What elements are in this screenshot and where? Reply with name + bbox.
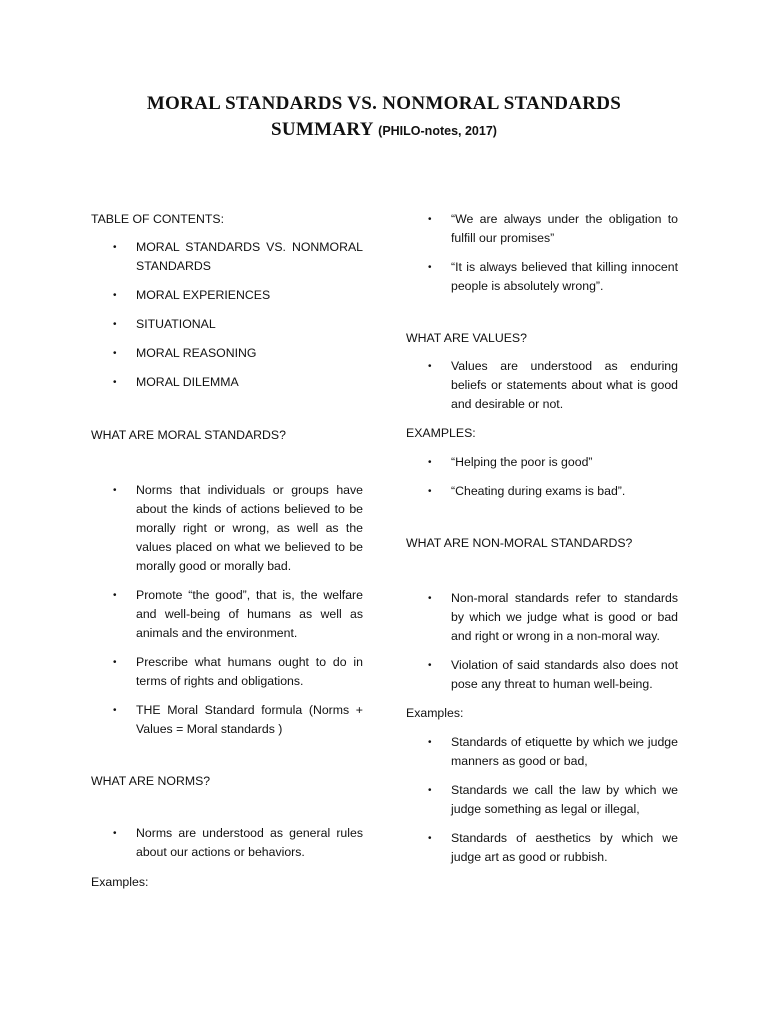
list-item: • Norms that individuals or groups have about the kinds of actions believed to be morally right or wrong, as well as the values placed on what we believed to be morally good or morally bad. <box>91 481 363 576</box>
list-item: • “It is always believed that killing innocent people is absolutely wrong”. <box>406 258 678 296</box>
toc-item: • MORAL REASONING <box>91 344 363 363</box>
values-examples-list <box>406 453 678 501</box>
toc-heading: TABLE OF CONTENTS: <box>91 212 225 226</box>
toc-item: • MORAL EXPERIENCES <box>91 286 363 305</box>
non-moral-examples-list <box>406 733 678 867</box>
list-item: • Standards we call the law by which we judge something as legal or illegal, <box>406 781 678 819</box>
list-item: • Standards of aesthetics by which we judge art as good or rubbish. <box>406 829 678 867</box>
list-item: • Violation of said standards also does not pose any threat to human well-being. <box>406 656 678 694</box>
norms-list <box>91 824 363 862</box>
list-item: • “Helping the poor is good” <box>406 453 678 472</box>
toc-item: • SITUATIONAL <box>91 315 363 334</box>
examples-label: Examples: <box>406 706 464 720</box>
list-item: • Prescribe what humans ought to do in terms of rights and obligations. <box>91 653 363 691</box>
toc-list <box>91 238 363 392</box>
right-column <box>406 210 678 867</box>
values-heading: WHAT ARE VALUES? <box>406 331 527 345</box>
list-item: • “We are always under the obligation to fulfill our promises” <box>406 210 678 248</box>
document-title: MORAL STANDARDS VS. NONMORAL STANDARDS <box>146 93 622 114</box>
examples-label: EXAMPLES: <box>406 426 476 440</box>
list-item: • Promote “the good”, that is, the welfare and well-being of humans as well as animals and the environment. <box>91 586 363 643</box>
list-item: • THE Moral Standard formula (Norms + Values = Moral standards ) <box>91 701 363 739</box>
norm-examples-list <box>406 210 678 296</box>
examples-label: Examples: <box>91 875 149 889</box>
toc-item: • MORAL STANDARDS VS. NONMORAL STANDARDS <box>91 238 363 276</box>
toc-item: • MORAL DILEMMA <box>91 373 363 392</box>
moral-standards-heading: WHAT ARE MORAL STANDARDS? <box>91 428 286 442</box>
list-item: • Standards of etiquette by which we judge manners as good or bad, <box>406 733 678 771</box>
list-item: • “Cheating during exams is bad”. <box>406 482 678 501</box>
norms-heading: WHAT ARE NORMS? <box>91 774 211 788</box>
list-item: • Non-moral standards refer to standards by which we judge what is good or bad and right or wrong in a non-moral way. <box>406 589 678 646</box>
values-list <box>406 357 678 414</box>
non-moral-standards-heading: WHAT ARE NON-MORAL STANDARDS? <box>406 536 633 550</box>
left-column <box>91 210 363 892</box>
non-moral-standards-list <box>406 589 678 694</box>
title-summary: SUMMARY <box>271 119 374 140</box>
moral-standards-list <box>91 481 363 739</box>
citation: (PHILO-notes, 2017) <box>378 124 497 138</box>
list-item: • Values are understood as enduring beliefs or statements about what is good and desirable or not. <box>406 357 678 414</box>
list-item: • Norms are understood as general rules about our actions or behaviors. <box>91 824 363 862</box>
document-title-line2 <box>0 119 768 141</box>
